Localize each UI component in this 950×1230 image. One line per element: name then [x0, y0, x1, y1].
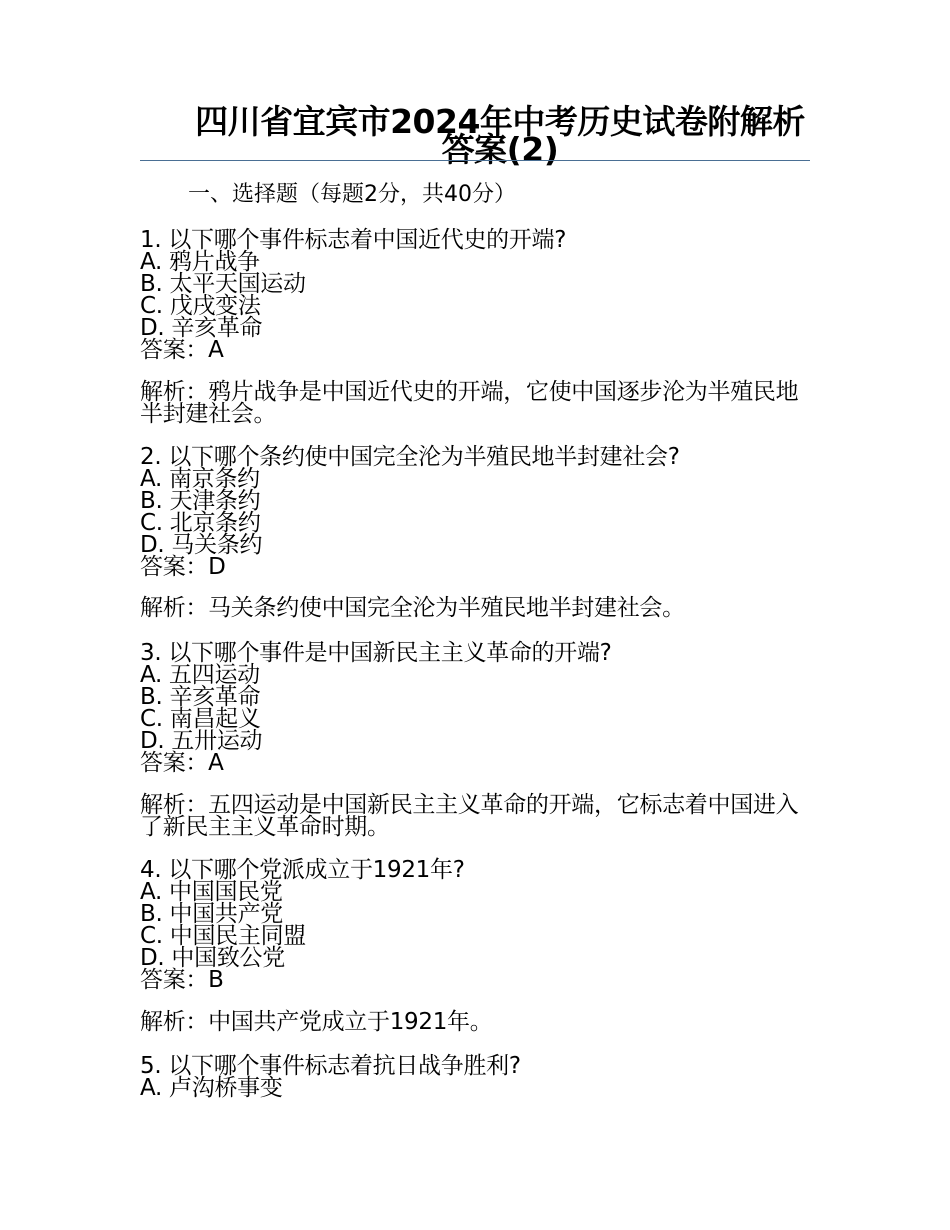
question-5-option-a: A. 卢沟桥事变 [140, 1075, 283, 1101]
question-2-option-d: D. 马关条约 [140, 532, 263, 558]
question-3-option-b: B. 辛亥革命 [140, 684, 261, 710]
question-4-option-d: D. 中国致公党 [140, 945, 285, 971]
question-4-option-a: A. 中国国民党 [140, 879, 283, 905]
question-3-option-d: D. 五卅运动 [140, 728, 263, 754]
question-2-answer: 答案：D [140, 554, 226, 580]
question-3-option-a: A. 五四运动 [140, 662, 260, 688]
question-2-option-a: A. 南京条约 [140, 466, 260, 492]
question-3-analysis: 解析：五四运动是中国新民主主义革命的开端，它标志着中国进入了新民主主义革命时期。 [140, 792, 799, 840]
question-4-option-c: C. 中国民主同盟 [140, 923, 306, 949]
question-1-analysis: 解析：鸦片战争是中国近代史的开端，它使中国逐步沦为半殖民地半封建社会。 [140, 379, 799, 427]
question-1-option-d: D. 辛亥革命 [140, 315, 263, 341]
question-1-answer: 答案：A [140, 337, 224, 363]
question-4-analysis: 解析：中国共产党成立于1921年。 [140, 1009, 493, 1035]
question-1-text: 1. 以下哪个事件标志着中国近代史的开端? [140, 227, 567, 253]
question-1-option-a: A. 鸦片战争 [140, 249, 260, 275]
question-2-text: 2. 以下哪个条约使中国完全沦为半殖民地半封建社会? [140, 444, 680, 470]
question-2-option-b: B. 天津条约 [140, 488, 261, 514]
question-5-text: 5. 以下哪个事件标志着抗日战争胜利? [140, 1053, 521, 1079]
title-divider [140, 160, 810, 161]
question-2-analysis: 解析：马关条约使中国完全沦为半殖民地半封建社会。 [140, 595, 685, 621]
question-4-text: 4. 以下哪个党派成立于1921年? [140, 857, 465, 883]
question-3-option-c: C. 南昌起义 [140, 706, 261, 732]
question-4-answer: 答案：B [140, 967, 224, 993]
page-title: 四川省宜宾市2024年中考历史试卷附解析答案(2) [195, 102, 805, 169]
question-2-option-c: C. 北京条约 [140, 510, 261, 536]
section-heading: 一、选择题（每题2分，共40分） [188, 182, 516, 207]
question-1-option-b: B. 太平天国运动 [140, 271, 306, 297]
question-4-option-b: B. 中国共产党 [140, 901, 284, 927]
question-3-answer: 答案：A [140, 750, 224, 776]
question-3-text: 3. 以下哪个事件是中国新民主主义革命的开端? [140, 640, 612, 666]
question-1-option-c: C. 戊戌变法 [140, 293, 261, 319]
